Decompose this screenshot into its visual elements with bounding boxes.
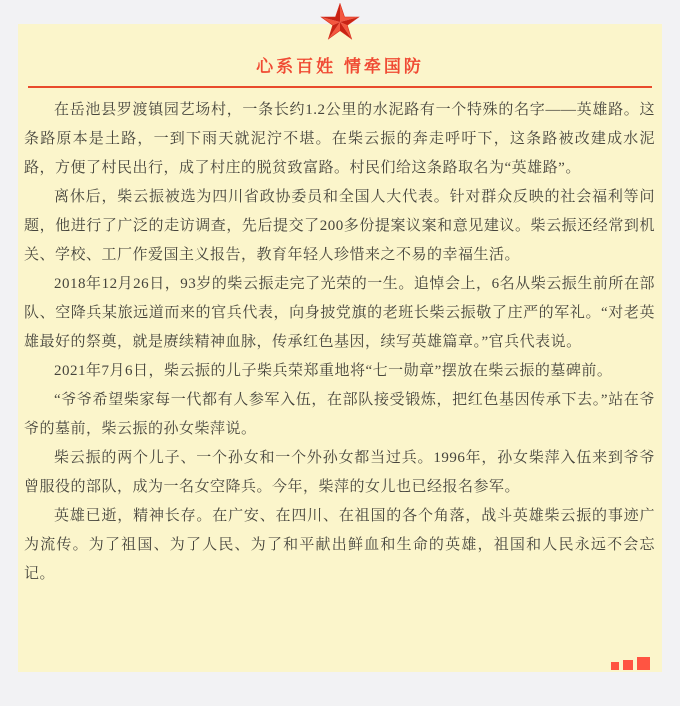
page-title: 心系百姓 情牵国防: [256, 57, 424, 76]
decor-squares: [611, 657, 650, 670]
article-body: [24, 96, 655, 589]
decor-square-large-icon: [637, 657, 650, 670]
article-paragraph: 在岳池县罗渡镇园艺场村，一条长约1.2公里的水泥路有一个特殊的名字——英雄路。这条路原本是土路，一到下雨天就泥泞不堪。在柴云振的奔走呼吁下，这条路被改建成水泥路，方便了村民出行，成了村庄的脱贫致富路。村民们给这条路取名为“英雄路”。: [24, 102, 655, 176]
article-paragraph: 英雄已逝，精神长存。在广安、在四川、在祖国的各个角落，战斗英雄柴云振的事迹广为流传。为了祖国、为了人民、为了和平献出鲜血和生命的英雄，祖国和人民永远不会忘记。: [24, 508, 655, 582]
article-paragraph: 2021年7月6日，柴云振的儿子柴兵荣郑重地将“七一勋章”摆放在柴云振的墓碑前。: [54, 363, 613, 379]
red-star-icon: [320, 3, 360, 43]
decor-square-small-icon: [611, 662, 619, 670]
content-panel: [18, 24, 662, 672]
decor-square-medium-icon: [623, 660, 633, 670]
article-paragraph: 2018年12月26日，93岁的柴云振走完了光荣的一生。追悼会上，6名从柴云振生前所在部队、空降兵某旅远道而来的官兵代表，向身披党旗的老班长柴云振敬了庄严的军礼。“对老英雄最好的祭奠，就是赓续精神血脉，传承红色基因，续写英雄篇章。”官兵代表说。: [24, 276, 655, 350]
title-divider: [28, 86, 652, 88]
article-paragraph: 柴云振的两个儿子、一个孙女和一个外孙女都当过兵。1996年，孙女柴萍入伍来到爷爷曾服役的部队，成为一名女空降兵。今年，柴萍的女儿也已经报名参军。: [24, 450, 655, 495]
article-paragraph: “爷爷希望柴家每一代都有人参军入伍，在部队接受锻炼，把红色基因传承下去。”站在爷爷的墓前，柴云振的孙女柴萍说。: [24, 392, 655, 437]
article-paragraph: 离休后，柴云振被选为四川省政协委员和全国人大代表。针对群众反映的社会福利等问题，他进行了广泛的走访调查，先后提交了200多份提案议案和意见建议。柴云振还经常到机关、学校、工厂作爱国主义报告，教育年轻人珍惜来之不易的幸福生活。: [24, 189, 655, 263]
